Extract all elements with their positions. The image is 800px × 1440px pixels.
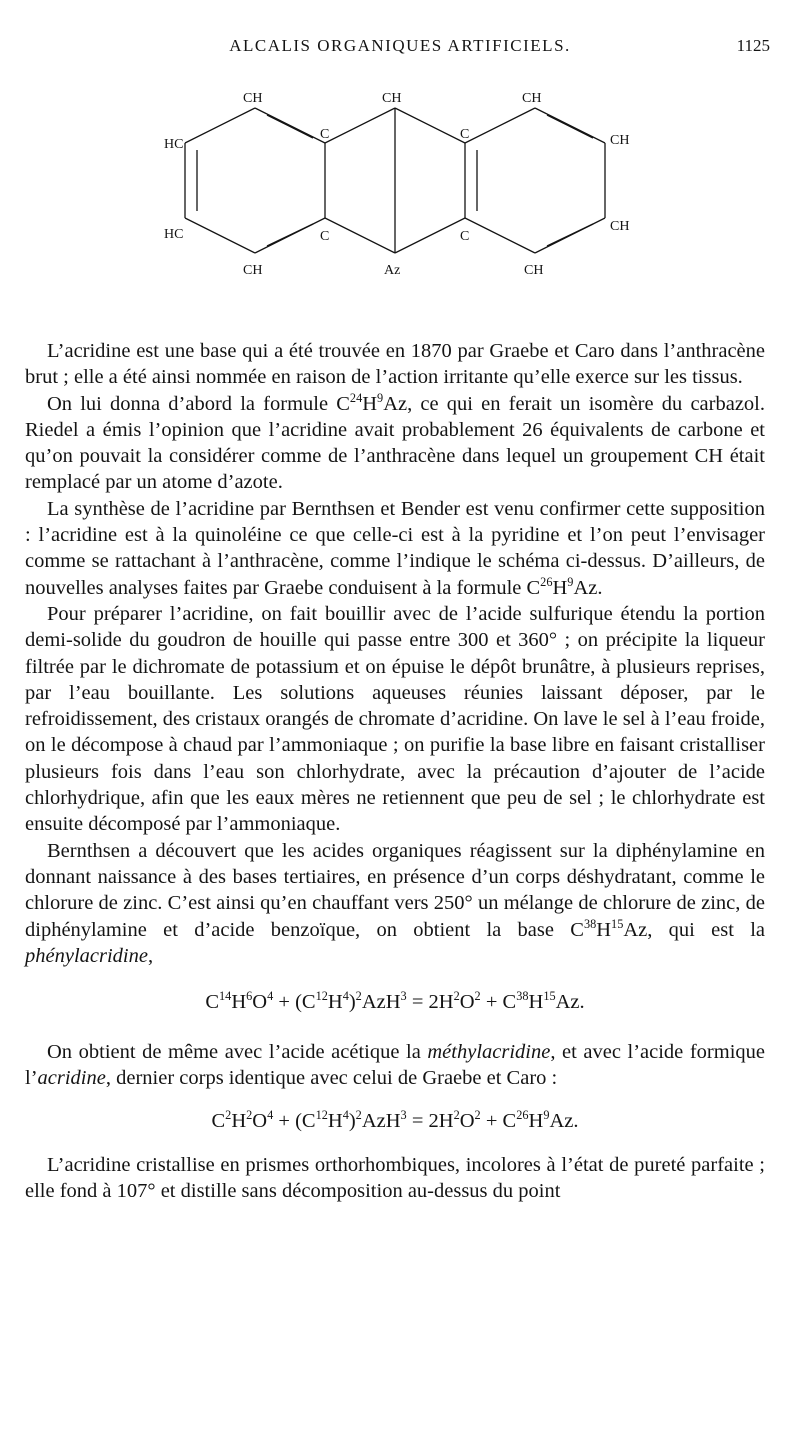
superscript: 2 (453, 989, 460, 1004)
atom-label: CH (610, 133, 630, 148)
text-run: + (C (273, 991, 316, 1014)
acridine-structure-diagram (150, 78, 650, 298)
paragraph-1: L’acridine est une base qui a été trouvée en 1870 par Graebe et Caro dans l’anthracène brut ; elle a été ainsi nommée en raison de l’action irritante qu’elle exerce sur les tissus. (25, 340, 765, 389)
superscript: 14 (219, 989, 232, 1004)
text-run: Az. (573, 576, 603, 599)
paragraph-6 (25, 1039, 765, 1092)
superscript: 9 (543, 1107, 550, 1122)
italic-term: acridine (37, 1067, 106, 1090)
text-run: , et avec l’acide formique l’ (25, 1041, 765, 1090)
text-run: C (211, 1109, 226, 1132)
text-run: Az. (549, 1109, 579, 1132)
superscript: 12 (315, 1107, 328, 1122)
superscript: 9 (567, 574, 574, 589)
superscript: 3 (400, 1107, 407, 1122)
superscript: 4 (342, 989, 349, 1004)
text-run: , dernier corps identique avec celui de Graebe et Caro : (105, 1067, 558, 1090)
text-run: O (459, 991, 475, 1014)
text-run: + C (480, 1109, 517, 1132)
text-run: H (596, 918, 612, 941)
superscript: 38 (583, 916, 597, 931)
atom-label: C (320, 127, 330, 142)
text-run: H (231, 1109, 247, 1132)
paragraph-7: L’acridine cristallise en prismes orthorhombiques, incolores à l’état de pureté parfaite ; elle fond à 107° et distille sans décomposition au-dessus du point (25, 1153, 765, 1203)
running-title: ALCALIS ORGANIQUES ARTIFICIELS. (229, 36, 571, 55)
superscript: 2 (225, 1107, 232, 1122)
superscript: 2 (474, 989, 481, 1004)
text-run: + (C (273, 1109, 316, 1132)
text-run: AzH (361, 991, 401, 1014)
atom-label: Az (384, 263, 401, 278)
atom-label: CH (382, 91, 402, 106)
page-number: 1125 (736, 36, 770, 55)
text-run: On lui donna d’abord la formule C (47, 392, 350, 415)
superscript: 26 (540, 574, 553, 589)
paragraph-2 (25, 391, 765, 496)
text-run: La synthèse de l’acridine par Bernthsen et Bender est venu confirmer cette supposition : l’acridine est à la quinoléine ce que celle-ci est à la pyridine et l’on peut l’envisager comme se rattachant à l’anthracène, comme l’indique le schéma ci-dessus. D’ailleurs, de nouvelles analyses faites par Graebe conduisent à la formule C (25, 497, 765, 599)
text-run: ) (348, 1109, 356, 1132)
text-run: + C (480, 991, 517, 1014)
text-run: C (205, 991, 220, 1014)
paragraph-3 (25, 496, 765, 601)
text-run: On obtient de même avec l’acide acétique la (47, 1041, 428, 1064)
superscript: 12 (315, 989, 328, 1004)
superscript: 6 (246, 989, 253, 1004)
text-run: H (327, 1109, 343, 1132)
atom-label: CH (243, 263, 263, 278)
superscript: 4 (267, 1107, 274, 1122)
atom-label: CH (243, 91, 263, 106)
italic-term: phénylacridine (25, 944, 148, 967)
superscript: 38 (516, 989, 529, 1004)
superscript: 2 (246, 1107, 253, 1122)
text-run: H (528, 1109, 544, 1132)
paragraph-5 (25, 838, 765, 969)
superscript: 3 (400, 989, 407, 1004)
page-header (30, 36, 770, 60)
text-run: H (327, 991, 343, 1014)
formula-phenylacridine (25, 969, 765, 1039)
atom-label: C (460, 127, 470, 142)
superscript: 15 (611, 916, 624, 931)
text-run: ) (348, 991, 356, 1014)
superscript: 24 (349, 390, 363, 405)
superscript: 2 (453, 1107, 460, 1122)
text-run: O (459, 1109, 475, 1132)
atom-label: HC (164, 227, 184, 242)
text-run: H (362, 392, 378, 415)
atom-label: CH (522, 91, 542, 106)
text-run: H (552, 576, 568, 599)
text-run: O (252, 1109, 268, 1132)
superscript: 2 (355, 989, 362, 1004)
text-run: Bernthsen a découvert que les acides organiques réagissent sur la diphénylamine en donnant naissance à des bases tertiaires, en présence d’un corps déshydratant, comme le chlorure de zinc. C’est ainsi qu’en chauffant vers 250° un mélange de chlorure de zinc, de diphénylamine et d’acide benzoïque, on obtient la base C (25, 839, 765, 941)
superscript: 15 (543, 989, 556, 1004)
atom-label: C (320, 229, 330, 244)
text-run: = 2H (406, 991, 454, 1014)
text-run: H (231, 991, 247, 1014)
paragraph-4: Pour préparer l’acridine, on fait bouillir avec de l’acide sulfurique étendu la portion demi-solide du goudron de houille qui passe entre 300 et 360° ; on précipite la liqueur filtrée par le dichromate de potassium et on épuise le dépôt brunâtre, à plusieurs reprises, par l’eau bouillante. Les solutions aqueuses réunies laissant déposer, par le refroidissement, des cristaux orangés de chromate d’acridine. On lave le sel à l’eau froide, on le décompose à chaud par l’ammoniaque ; on purifie la base libre en faisant cristalliser plusieurs fois dans l’eau son chlorhydrate, avec la précaution d’ajouter de l’acide chlorhydrique, afin que les eaux mères ne retiennent que peu de sel ; le chlorhydrate est ensuite décomposé par l’ammoniaque. (25, 602, 765, 836)
superscript: 9 (377, 390, 384, 405)
superscript: 2 (474, 1107, 481, 1122)
atom-label: CH (524, 263, 544, 278)
text-run: H (528, 991, 544, 1014)
body-text (25, 338, 765, 1204)
italic-term: méthylacridine (427, 1041, 551, 1064)
text-run: Az. (555, 991, 585, 1014)
text-run: Az, qui est la (623, 918, 765, 941)
superscript: 2 (355, 1107, 362, 1122)
atom-label: CH (610, 219, 630, 234)
formula-acridine (25, 1092, 765, 1152)
atom-label: C (460, 229, 470, 244)
superscript: 26 (516, 1107, 529, 1122)
text-run: O (252, 991, 268, 1014)
superscript: 4 (342, 1107, 349, 1122)
text-run: = 2H (406, 1109, 454, 1132)
superscript: 4 (267, 989, 274, 1004)
text-run: Az, ce qui en ferait un isomère du carbazol. Riedel a émis l’opinion que l’acridine avait probablement 26 équivalents de carbone et qu’on pouvait la considérer comme de l’anthracène dans lequel un groupement CH était remplacé par un atome d’azote. (25, 392, 765, 494)
text-run: , (147, 944, 154, 967)
atom-label: HC (164, 137, 184, 152)
text-run: AzH (361, 1109, 401, 1132)
ring-bonds (185, 108, 605, 253)
